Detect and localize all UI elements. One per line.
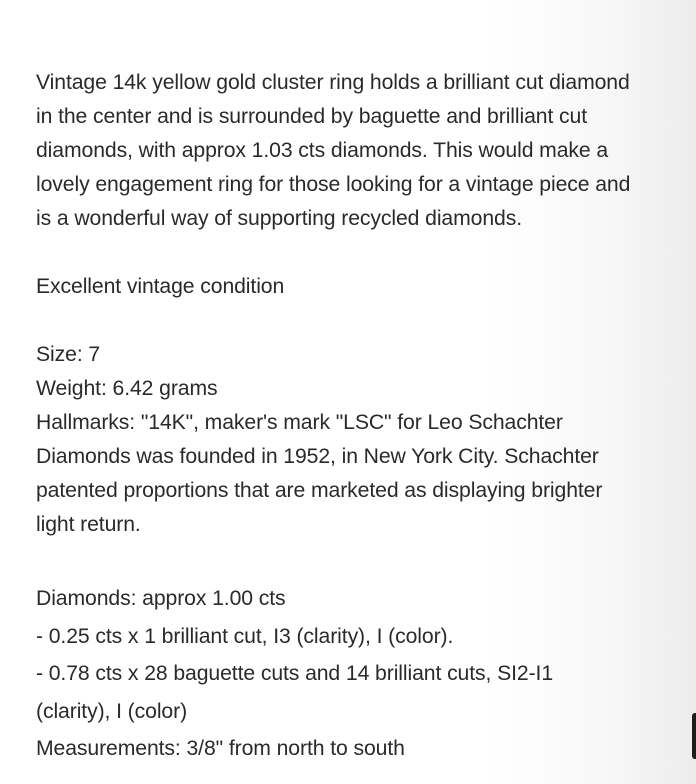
diamonds-heading: Diamonds: approx 1.00 cts — [36, 587, 286, 610]
intro-line: Vintage 14k yellow gold cluster ring holds a brilliant cut diamond — [36, 71, 630, 94]
intro-line: is a wonderful way of supporting recycled diamonds. — [36, 207, 522, 230]
intro-line: diamonds, with approx 1.03 cts diamonds. This would make a — [36, 139, 609, 162]
condition-text: Excellent vintage condition — [36, 275, 285, 298]
intro-line: in the center and is surrounded by baguette and brilliant cut — [36, 105, 588, 128]
diamonds-block — [36, 580, 696, 768]
hallmarks-line: light return. — [36, 513, 141, 536]
intro-paragraph — [36, 66, 696, 236]
weight-text: Weight: 6.42 grams — [36, 377, 218, 400]
hallmarks-line: patented proportions that are marketed as displaying brighter — [36, 479, 603, 502]
scroll-edge-indicator — [692, 713, 696, 759]
specs-block — [36, 338, 696, 542]
hallmarks-line: Hallmarks: "14K", maker's mark "LSC" for Leo Schachter — [36, 411, 563, 434]
diamond-item: (clarity), I (color) — [36, 699, 188, 723]
measurements-text: Measurements: 3/8" from north to south — [36, 737, 405, 760]
size-text: Size: 7 — [36, 343, 101, 366]
diamond-item: - 0.25 cts x 1 brilliant cut, I3 (clarity), I (color). — [36, 624, 454, 648]
diamond-item: - 0.78 cts x 28 baguette cuts and 14 brilliant cuts, SI2-I1 — [36, 662, 554, 685]
hallmarks-line: Diamonds was founded in 1952, in New York City. Schachter — [36, 445, 599, 468]
intro-line: lovely engagement ring for those looking for a vintage piece and — [36, 173, 631, 196]
item-description — [36, 66, 696, 768]
